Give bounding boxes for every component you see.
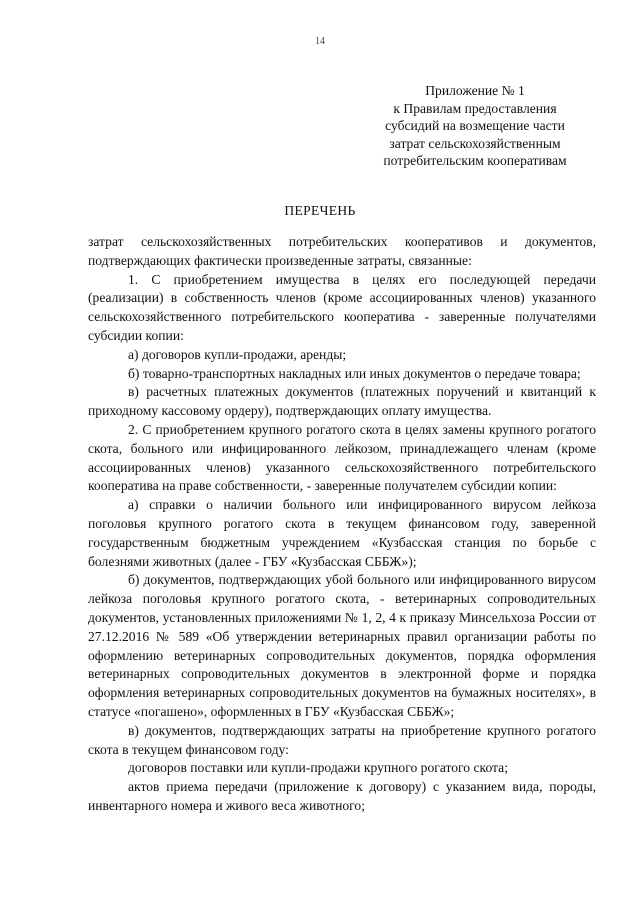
paragraph-item-2: 2. С приобретением крупного рогатого скота в целях замены крупного рогатого скота, больного или инфицированного лейкозом, принадлежащего членам (кроме ассоциированных членов) указанного сельскохозяйственного потребительского кооператива на праве собственности, - заверенные получателем субсидии копии: — [88, 421, 596, 494]
paragraph-item-1b: б) товарно-транспортных накладных или иных документов о передаче товара; — [128, 365, 581, 381]
paragraph-item-2a: а) справки о наличии больного или инфицированного вирусом лейкоза поголовья крупного рогатого скота в текущем финансовом году, заверенной государственным бюджетным учреждением «Кузбасская станция по борьбе с болезнями животных (далее - ГБУ «Кузбасская СББЖ»); — [88, 497, 596, 569]
paragraph-item-2c: в) документов, подтверждающих затраты на приобретение крупного рогатого скота в текущем финансовом году: — [88, 722, 596, 757]
paragraph-item-2b: б) документов, подтверждающих убой больного или инфицированного вирусом лейкоза поголовья крупного рогатого скота, - ветеринарных сопроводительных документов, установленных приложениями № 1, 2, 4 к приказу Минсельхоза России от 27.12.2016 № 589 «Об утверждении ветеринарных правил организации работы по оформлению ветеринарных сопроводительных документов, порядка оформления ветеринарных сопроводительных документов в электронной форме и порядка оформления ветеринарных сопроводительных документов на бумажных носителях», в статусе «погашено», оформленных в ГБУ «Кузбасская СББЖ»; — [88, 572, 596, 719]
appendix-header — [370, 82, 580, 170]
appendix-line: затрат сельскохозяйственным — [389, 135, 561, 151]
paragraph-item-1a: а) договоров купли-продажи, аренды; — [128, 346, 347, 362]
appendix-line: субсидий на возмещение части — [385, 118, 565, 134]
page-number: 14 — [315, 36, 325, 47]
paragraph-item-2c-acts: актов приема передачи (приложение к договору) с указанием вида, породы, инвентарного номера и живого веса животного; — [88, 779, 596, 813]
document-title: ПЕРЕЧЕНЬ — [284, 203, 356, 218]
paragraph-item-2c-contracts: договоров поставки или купли-продажи крупного рогатого скота; — [128, 760, 508, 776]
appendix-line: Приложение № 1 — [425, 83, 525, 98]
document-body — [88, 233, 596, 816]
paragraph-item-1c: в) расчетных платежных документов (платежных поручений и квитанций к приходному кассовому ордеру), подтверждающих оплату имущества. — [88, 384, 596, 419]
appendix-line: к Правилам предоставления — [393, 100, 557, 116]
appendix-line: потребительским кооперативам — [383, 153, 567, 169]
paragraph-item-1: 1. С приобретением имущества в целях его последующей передачи (реализации) в собственность членов (кроме ассоциированных членов) указанного сельскохозяйственного потребительского кооператива - заверенные получателями субсидии копии: — [88, 271, 596, 343]
paragraph-intro: затрат сельскохозяйственных потребительских кооперативов и документов, подтверждающих фактически произведенные затраты, связанные: — [88, 234, 596, 268]
